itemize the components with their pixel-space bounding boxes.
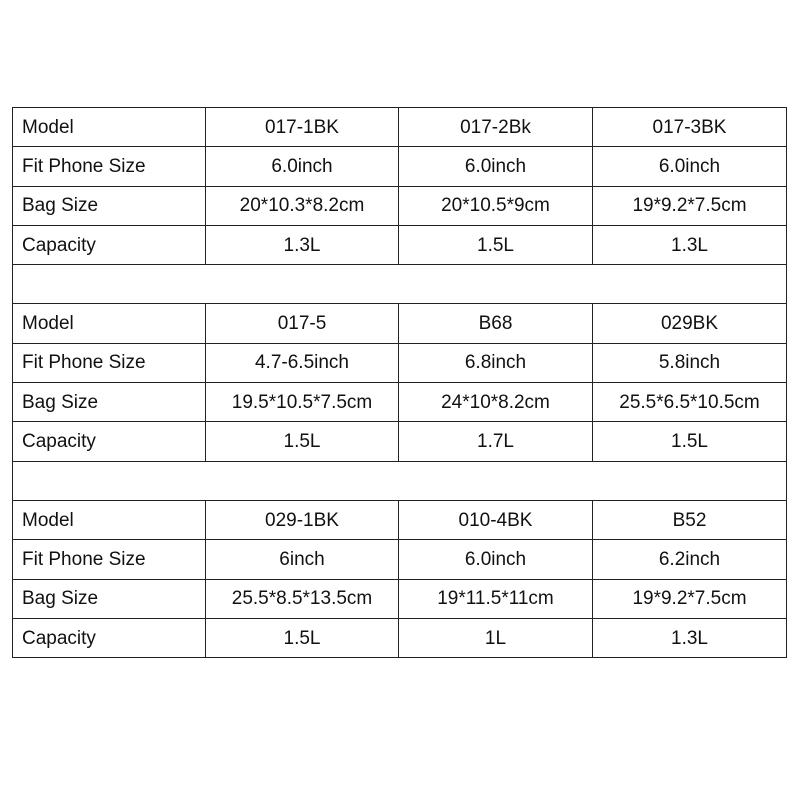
spacer-cell — [13, 461, 787, 500]
cell-value: 1.5L — [593, 422, 787, 461]
cell-value: 029BK — [593, 304, 787, 343]
cell-value: 24*10*8.2cm — [399, 383, 593, 422]
row-label: Model — [13, 108, 206, 147]
spec-table — [12, 107, 787, 658]
cell-value: 017-3BK — [593, 108, 787, 147]
cell-value: 1.7L — [399, 422, 593, 461]
cell-value: 19*9.2*7.5cm — [593, 579, 787, 618]
table-row-bag-size — [13, 186, 787, 225]
row-label: Fit Phone Size — [13, 343, 206, 382]
table-row-model — [13, 304, 787, 343]
cell-value: 6.0inch — [399, 540, 593, 579]
table-spacer-row — [13, 461, 787, 500]
cell-value: 5.8inch — [593, 343, 787, 382]
cell-value: 1.3L — [593, 618, 787, 657]
table-row-bag-size — [13, 383, 787, 422]
cell-value: 19.5*10.5*7.5cm — [206, 383, 399, 422]
row-label: Bag Size — [13, 579, 206, 618]
cell-value: 6.8inch — [399, 343, 593, 382]
table-row-model — [13, 500, 787, 539]
row-label: Model — [13, 304, 206, 343]
cell-value: 017-1BK — [206, 108, 399, 147]
table-row-bag-size — [13, 579, 787, 618]
cell-value: 6.0inch — [206, 147, 399, 186]
spacer-cell — [13, 265, 787, 304]
cell-value: 6.0inch — [399, 147, 593, 186]
cell-value: 6.2inch — [593, 540, 787, 579]
cell-value: B52 — [593, 500, 787, 539]
row-label: Capacity — [13, 618, 206, 657]
cell-value: 1L — [399, 618, 593, 657]
cell-value: B68 — [399, 304, 593, 343]
cell-value: 1.3L — [206, 225, 399, 264]
table-row-fit-phone-size — [13, 343, 787, 382]
cell-value: 1.5L — [206, 422, 399, 461]
row-label: Bag Size — [13, 186, 206, 225]
table-row-model — [13, 108, 787, 147]
cell-value: 20*10.5*9cm — [399, 186, 593, 225]
cell-value: 1.3L — [593, 225, 787, 264]
table-row-capacity — [13, 422, 787, 461]
cell-value: 20*10.3*8.2cm — [206, 186, 399, 225]
row-label: Model — [13, 500, 206, 539]
cell-value: 25.5*6.5*10.5cm — [593, 383, 787, 422]
cell-value: 25.5*8.5*13.5cm — [206, 579, 399, 618]
table-row-capacity — [13, 618, 787, 657]
row-label: Capacity — [13, 225, 206, 264]
cell-value: 19*9.2*7.5cm — [593, 186, 787, 225]
row-label: Capacity — [13, 422, 206, 461]
cell-value: 017-2Bk — [399, 108, 593, 147]
cell-value: 6inch — [206, 540, 399, 579]
table-spacer-row — [13, 265, 787, 304]
table-row-fit-phone-size — [13, 147, 787, 186]
cell-value: 010-4BK — [399, 500, 593, 539]
table-row-capacity — [13, 225, 787, 264]
row-label: Bag Size — [13, 383, 206, 422]
cell-value: 1.5L — [206, 618, 399, 657]
cell-value: 4.7-6.5inch — [206, 343, 399, 382]
cell-value: 1.5L — [399, 225, 593, 264]
table-row-fit-phone-size — [13, 540, 787, 579]
cell-value: 029-1BK — [206, 500, 399, 539]
cell-value: 19*11.5*11cm — [399, 579, 593, 618]
cell-value: 017-5 — [206, 304, 399, 343]
cell-value: 6.0inch — [593, 147, 787, 186]
row-label: Fit Phone Size — [13, 540, 206, 579]
row-label: Fit Phone Size — [13, 147, 206, 186]
